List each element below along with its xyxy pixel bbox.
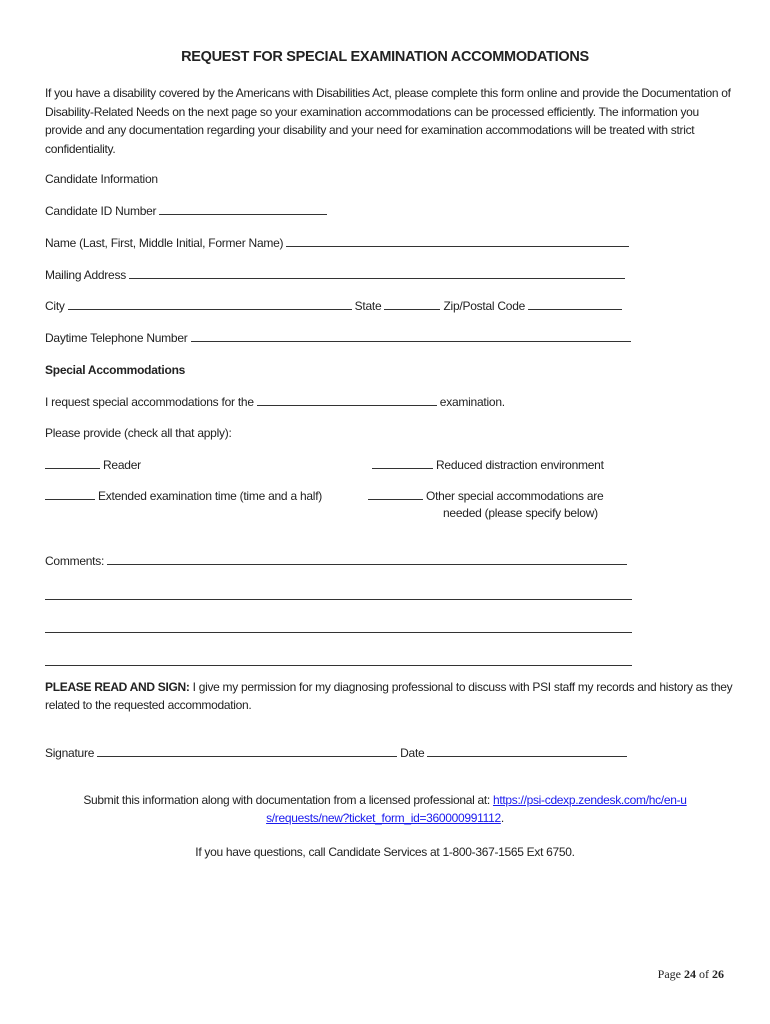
phone-field[interactable] <box>191 331 631 342</box>
address-row <box>45 268 628 282</box>
comments-row <box>45 554 630 568</box>
submit-text <box>80 791 690 827</box>
reduced-check-field[interactable] <box>372 458 433 469</box>
signature-label: Signature <box>45 746 95 760</box>
examination-field[interactable] <box>257 395 437 406</box>
city-label: City <box>45 299 65 313</box>
other-check-field[interactable] <box>368 489 423 500</box>
intro-paragraph: If you have a disability covered by the Americans with Disabilities Act, please complete this form online and provide the Documentation of Disability-Related Needs on the next page so your examination accommodations can be processed efficiently. The information you provide and any documentation regarding your disability and your need for examination accommodations will be treated with strict confidentiality. <box>45 86 731 157</box>
other-label-2: needed (please specify below) <box>443 506 598 520</box>
special-accommodations-heading: Special Accommodations <box>45 363 186 377</box>
questions-text: If you have questions, call Candidate Services at 1-800-367-1565 Ext 6750. <box>195 845 575 859</box>
request-row <box>45 395 505 409</box>
state-label: State <box>354 299 382 313</box>
reader-label: Reader <box>103 458 141 472</box>
date-field[interactable] <box>427 746 627 757</box>
option-extended <box>45 489 322 503</box>
comments-line-4[interactable] <box>45 655 632 669</box>
state-field[interactable] <box>384 299 440 310</box>
page-total: 26 <box>712 967 724 981</box>
page-prefix: Page <box>657 967 681 981</box>
candidate-id-label: Candidate ID Number <box>45 204 157 218</box>
request-suffix: examination. <box>439 395 505 409</box>
page-number <box>658 967 724 982</box>
request-prefix: I request special accommodations for the <box>45 395 254 409</box>
phone-label: Daytime Telephone Number <box>45 331 188 345</box>
page-current: 24 <box>684 967 696 981</box>
candidate-id-row <box>45 204 330 218</box>
comments-line-3[interactable] <box>45 622 632 636</box>
provide-label: Please provide (check all that apply): <box>45 426 232 440</box>
comments-field[interactable] <box>107 554 627 565</box>
option-other <box>368 489 603 503</box>
zip-label: Zip/Postal Code <box>443 299 526 313</box>
consent-paragraph <box>45 679 735 714</box>
other-label-1: Other special accommodations are <box>426 489 604 503</box>
consent-bold: PLEASE READ AND SIGN: <box>45 680 190 694</box>
signature-field[interactable] <box>97 746 397 757</box>
name-label: Name (Last, First, Middle Initial, Former Name) <box>45 236 284 250</box>
phone-row <box>45 331 634 345</box>
city-field[interactable] <box>68 299 352 310</box>
extended-label: Extended examination time (time and a half) <box>98 489 323 503</box>
address-field[interactable] <box>129 268 625 279</box>
name-field[interactable] <box>286 236 629 247</box>
option-reader <box>45 458 141 472</box>
comments-line-2[interactable] <box>45 589 632 603</box>
submit-link[interactable]: https://psi-cdexp.zendesk.com/hc/en-us/requests/new?ticket_form_id=360000991112 <box>266 793 687 825</box>
city-row <box>45 299 625 313</box>
comments-label: Comments: <box>45 554 105 568</box>
address-label: Mailing Address <box>45 268 126 282</box>
name-row <box>45 236 632 250</box>
date-label: Date <box>400 746 425 760</box>
candidate-id-field[interactable] <box>159 204 327 215</box>
zip-field[interactable] <box>528 299 622 310</box>
signature-row <box>45 746 630 760</box>
reader-check-field[interactable] <box>45 458 100 469</box>
submit-suffix: . <box>500 811 504 825</box>
extended-check-field[interactable] <box>45 489 95 500</box>
submit-prefix: Submit this information along with documentation from a licensed professional at: <box>83 793 493 807</box>
page-of: of <box>699 967 709 981</box>
reduced-label: Reduced distraction environment <box>436 458 604 472</box>
option-reduced <box>372 458 604 472</box>
form-title: REQUEST FOR SPECIAL EXAMINATION ACCOMMODATIONS <box>181 49 589 65</box>
consent-text: I give my permission for my diagnosing professional to discuss with PSI staff my records and history as they related to the requested accommodation. <box>45 680 733 712</box>
candidate-info-heading: Candidate Information <box>45 172 158 186</box>
